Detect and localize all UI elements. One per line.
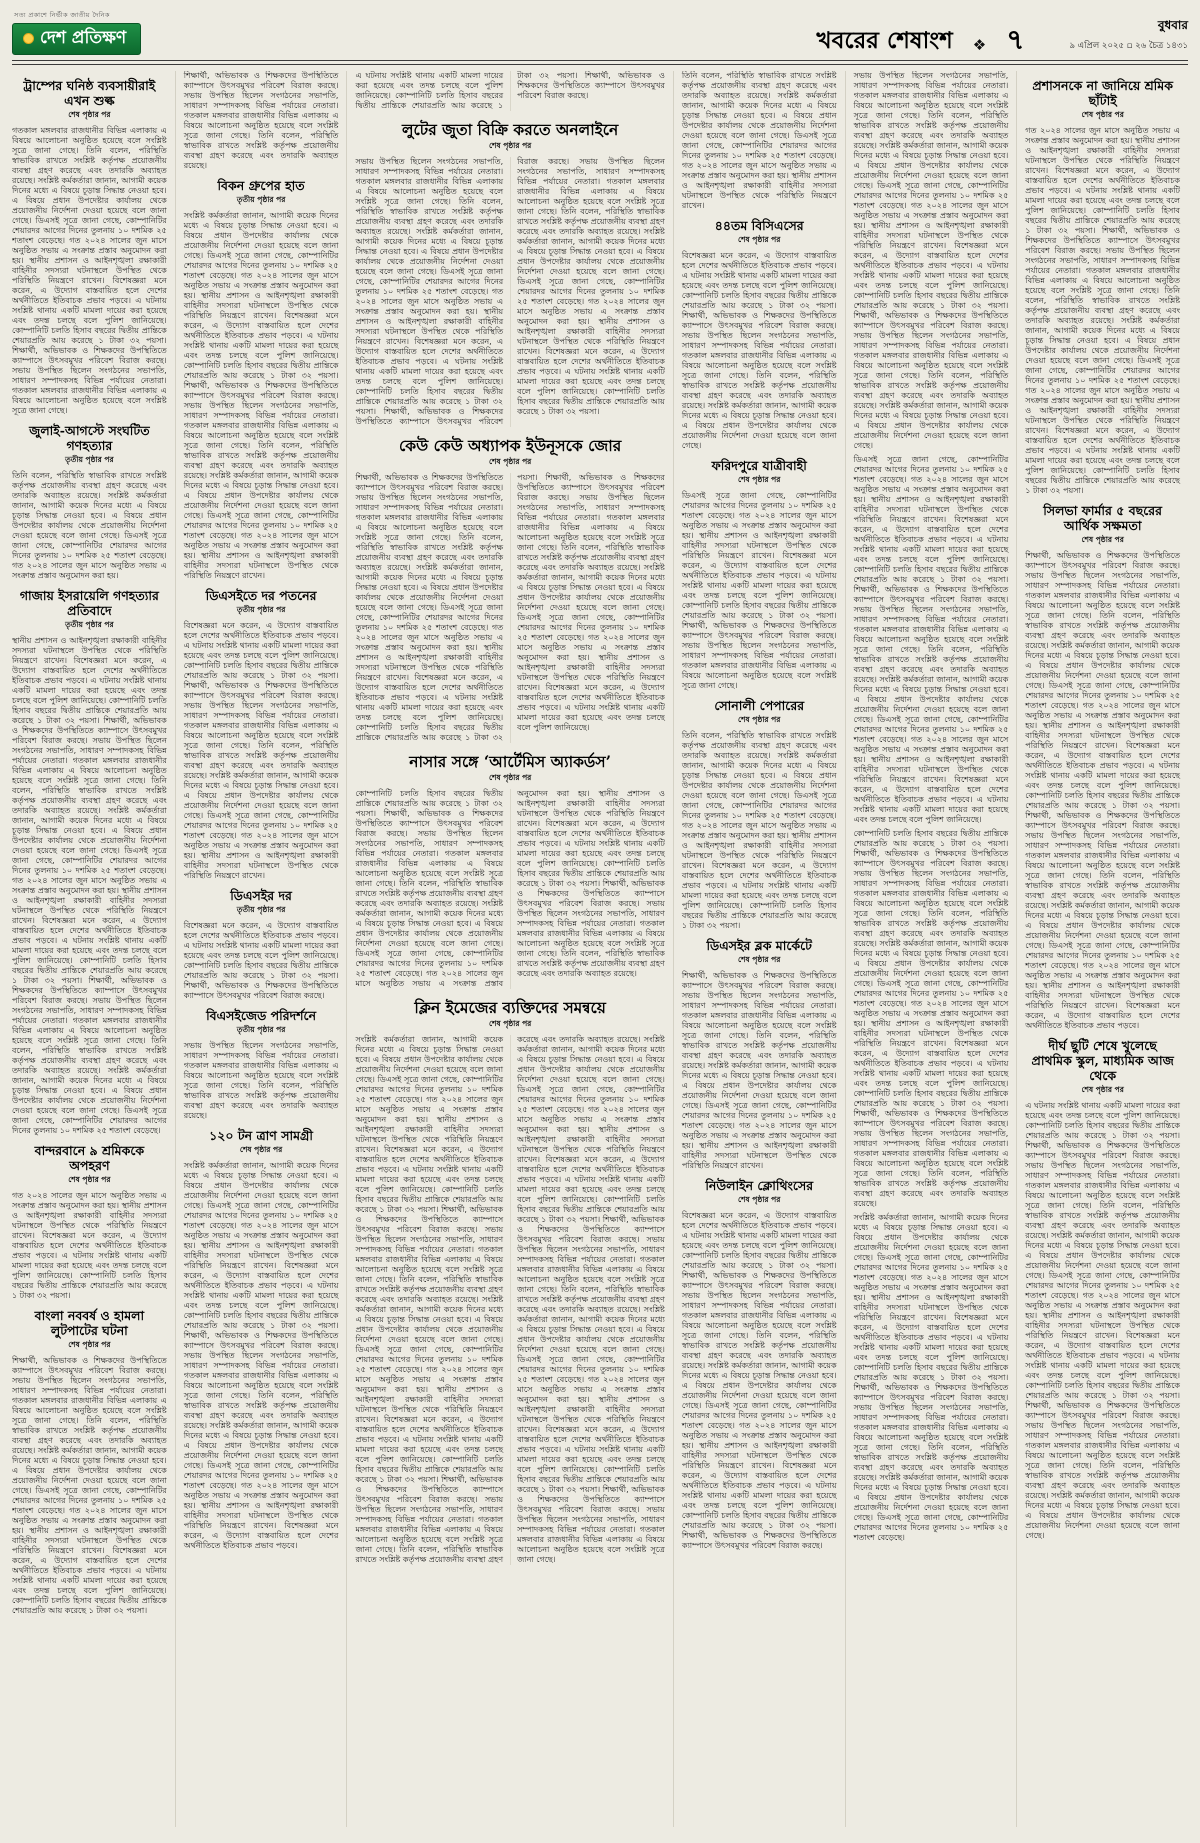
article-headline: ১২০ টন ত্রাণ সামগ্রী xyxy=(209,1128,313,1143)
body-text: বিশেষজ্ঞরা মনে করেন, এ উদ্যোগ বাস্তবায়িত হলে দেশের অর্থনীতিতে ইতিবাচক প্রভাব পড়বে। এ ঘটনায় সংশ্লিষ্ট থানায় একটি মামলা দায়ের করা হয়েছে এবং তদন্ত চলছে বলে পুলিশ জানিয়েছে। কোম্পানিটি চলতি হিসাব বছরের দ্বিতীয় প্রান্তিকে শেয়ারপ্রতি আয় করেছে ১ টাকা ৩২ পয়সা। শিক্ষার্থী, অভিভাবক ও শিক্ষকদের উপস্থিতিতে ক্যাম্পাসে উৎসবমুখর পরিবেশ বিরাজ করছে। সভায় উপস্থিত ছিলেন সংগঠনের সভাপতি, সাধারণ সম্পাদকসহ বিভিন্ন পর্যায়ের নেতারা। গতকাল মঙ্গলবার রাজধানীর বিভিন্ন এলাকায় এ বিষয়ে আলোচনা অনুষ্ঠিত হয়েছে বলে সংশ্লিষ্ট সূত্রে জানা গেছে। তিনি বলেন, পরিস্থিতি স্বাভাবিক রাখতে সংশ্লিষ্ট কর্তৃপক্ষ প্রয়োজনীয় ব্যবস্থা গ্রহণ করেছে এবং তদারকি অব্যাহত রয়েছে। সংশ্লিষ্ট কর্মকর্তারা জানান, আগামী কয়েক দিনের মধ্যে এ বিষয়ে চূড়ান্ত সিদ্ধান্ত নেওয়া হবে। এ বিষয়ে প্রধান উপদেষ্টার কার্যালয় থেকে প্রয়োজনীয় নির্দেশনা দেওয়া হয়েছে বলে জানা গেছে। ডিএসই সূত্রে জানা গেছে, কোম্পানিটির শেয়ারদর আগের দিনের তুলনায় ১০ দশমিক ২৫ শতাংশ বেড়েছে। গত ২০২৪ সালের জুন মাসে অনুষ্ঠিত সভায় এ সংক্রান্ত প্রস্তাব অনুমোদন করা হয়। স্থানীয় প্রশাসন ও আইনশৃঙ্খলা রক্ষাকারী বাহিনীর সদস্যরা ঘটনাস্থলে উপস্থিত থেকে পরিস্থিতি নিয়ন্ত্রণে রাখেন। বিশেষজ্ঞরা মনে করেন, এ উদ্যোগ বাস্তবায়িত হলে দেশের অর্থনীতিতে ইতিবাচক প্রভাব পড়বে। এ ঘটনায় সংশ্লিষ্ট থানায় একটি মামলা দায়ের করা হয়েছে এবং তদন্ত চলছে বলে পুলিশ জানিয়েছে। কোম্পানিটি চলতি হিসাব বছরের দ্বিতীয় প্রান্তিকে শেয়ারপ্রতি আয় করেছে ১ টাকা ৩২ পয়সা। শিক্ষার্থী, অভিভাবক ও শিক্ষকদের উপস্থিতিতে ক্যাম্পাসে উৎসবমুখর পরিবেশ বিরাজ করছে। xyxy=(681,1211,837,1550)
body-text: সংশ্লিষ্ট কর্মকর্তারা জানান, আগামী কয়েক দিনের মধ্যে এ বিষয়ে চূড়ান্ত সিদ্ধান্ত নেওয়া হবে। এ বিষয়ে প্রধান উপদেষ্টার কার্যালয় থেকে প্রয়োজনীয় নির্দেশনা দেওয়া হয়েছে বলে জানা গেছে। ডিএসই সূত্রে জানা গেছে, কোম্পানিটির শেয়ারদর আগের দিনের তুলনায় ১০ দশমিক ২৫ শতাংশ বেড়েছে। গত ২০২৪ সালের জুন মাসে অনুষ্ঠিত সভায় এ সংক্রান্ত প্রস্তাব অনুমোদন করা হয়। স্থানীয় প্রশাসন ও আইনশৃঙ্খলা রক্ষাকারী বাহিনীর সদস্যরা ঘটনাস্থলে উপস্থিত থেকে পরিস্থিতি নিয়ন্ত্রণে রাখেন। বিশেষজ্ঞরা মনে করেন, এ উদ্যোগ বাস্তবায়িত হলে দেশের অর্থনীতিতে ইতিবাচক প্রভাব পড়বে। এ ঘটনায় সংশ্লিষ্ট থানায় একটি মামলা দায়ের করা হয়েছে এবং তদন্ত চলছে বলে পুলিশ জানিয়েছে। কোম্পানিটি চলতি হিসাব বছরের দ্বিতীয় প্রান্তিকে শেয়ারপ্রতি আয় করেছে ১ টাকা ৩২ পয়সা। শিক্ষার্থী, অভিভাবক ও শিক্ষকদের উপস্থিতিতে ক্যাম্পাসে উৎসবমুখর পরিবেশ বিরাজ করছে। সভায় উপস্থিত ছিলেন সংগঠনের সভাপতি, সাধারণ সম্পাদকসহ বিভিন্ন পর্যায়ের নেতারা। গতকাল মঙ্গলবার রাজধানীর বিভিন্ন এলাকায় এ বিষয়ে আলোচনা অনুষ্ঠিত হয়েছে বলে সংশ্লিষ্ট সূত্রে জানা গেছে। তিনি বলেন, পরিস্থিতি স্বাভাবিক রাখতে সংশ্লিষ্ট কর্তৃপক্ষ প্রয়োজনীয় ব্যবস্থা গ্রহণ করেছে এবং তদারকি অব্যাহত রয়েছে। সংশ্লিষ্ট কর্মকর্তারা জানান, আগামী কয়েক দিনের মধ্যে এ বিষয়ে চূড়ান্ত সিদ্ধান্ত নেওয়া হবে। এ বিষয়ে প্রধান উপদেষ্টার কার্যালয় থেকে প্রয়োজনীয় নির্দেশনা দেওয়া হয়েছে বলে জানা গেছে। ডিএসই সূত্রে জানা গেছে, কোম্পানিটির শেয়ারদর আগের দিনের তুলনায় ১০ দশমিক ২৫ শতাংশ বেড়েছে। গত ২০২৪ সালের জুন মাসে অনুষ্ঠিত সভায় এ সংক্রান্ত প্রস্তাব অনুমোদন করা হয়। স্থানীয় প্রশাসন ও আইনশৃঙ্খলা রক্ষাকারী বাহিনীর সদস্যরা ঘটনাস্থলে উপস্থিত থেকে পরিস্থিতি নিয়ন্ত্রণে রাখেন। বিশেষজ্ঞরা মনে করেন, এ উদ্যোগ বাস্তবায়িত হলে দেশের অর্থনীতিতে ইতিবাচক প্রভাব পড়বে। এ ঘটনায় সংশ্লিষ্ট থানায় একটি মামলা দায়ের করা হয়েছে এবং তদন্ত চলছে বলে পুলিশ জানিয়েছে। কোম্পানিটি চলতি হিসাব বছরের দ্বিতীয় প্রান্তিকে শেয়ারপ্রতি আয় করেছে ১ টাকা ৩২ পয়সা। শিক্ষার্থী, অভিভাবক ও শিক্ষকদের উপস্থিতিতে ক্যাম্পাসে উৎসবমুখর পরিবেশ বিরাজ করছে। সভায় উপস্থিত ছিলেন সংগঠনের সভাপতি, সাধারণ সম্পাদকসহ বিভিন্ন পর্যায়ের নেতারা। গতকাল মঙ্গলবার রাজধানীর বিভিন্ন এলাকায় এ বিষয়ে আলোচনা অনুষ্ঠিত হয়েছে বলে সংশ্লিষ্ট সূত্রে জানা গেছে। তিনি বলেন, পরিস্থিতি স্বাভাবিক রাখতে সংশ্লিষ্ট কর্তৃপক্ষ প্রয়োজনীয় ব্যবস্থা গ্রহণ করেছে এবং তদারকি অব্যাহত রয়েছে। সংশ্লিষ্ট কর্মকর্তারা জানান, আগামী কয়েক দিনের মধ্যে এ বিষয়ে চূড়ান্ত সিদ্ধান্ত নেওয়া হবে। এ বিষয়ে প্রধান উপদেষ্টার কার্যালয় থেকে প্রয়োজনীয় নির্দেশনা দেওয়া হয়েছে বলে জানা গেছে। ডিএসই সূত্রে জানা গেছে, কোম্পানিটির শেয়ারদর আগের দিনের তুলনায় ১০ দশমিক ২৫ শতাংশ বেড়েছে। গত ২০২৪ সালের জুন মাসে অনুষ্ঠিত সভায় এ সংক্রান্ত প্রস্তাব অনুমোদন করা হয়। স্থানীয় প্রশাসন ও আইনশৃঙ্খলা রক্ষাকারী বাহিনীর সদস্যরা ঘটনাস্থলে উপস্থিত থেকে পরিস্থিতি নিয়ন্ত্রণে রাখেন। বিশেষজ্ঞরা মনে করেন, এ উদ্যোগ বাস্তবায়িত হলে দেশের অর্থনীতিতে ইতিবাচক প্রভাব পড়বে। এ ঘটনায় সংশ্লিষ্ট থানায় একটি মামলা দায়ের করা হয়েছে এবং তদন্ত চলছে বলে পুলিশ জানিয়েছে। কোম্পানিটি চলতি হিসাব বছরের দ্বিতীয় প্রান্তিকে শেয়ারপ্রতি আয় করেছে ১ টাকা ৩২ পয়সা। শিক্ষার্থী, অভিভাবক ও শিক্ষকদের উপস্থিতিতে ক্যাম্পাসে উৎসবমুখর পরিবেশ বিরাজ করছে। সভায় উপস্থিত ছিলেন সংগঠনের সভাপতি, সাধারণ সম্পাদকসহ বিভিন্ন পর্যায়ের নেতারা। গতকাল মঙ্গলবার রাজধানীর বিভিন্ন এলাকায় এ বিষয়ে আলোচনা অনুষ্ঠিত হয়েছে বলে সংশ্লিষ্ট সূত্রে জানা গেছে। তিনি বলেন, পরিস্থিতি স্বাভাবিক রাখতে সংশ্লিষ্ট কর্তৃপক্ষ প্রয়োজনীয় ব্যবস্থা গ্রহণ করেছে এবং তদারকি অব্যাহত রয়েছে। সংশ্লিষ্ট কর্মকর্তারা জানান, আগামী কয়েক দিনের মধ্যে এ বিষয়ে চূড়ান্ত সিদ্ধান্ত নেওয়া হবে। এ বিষয়ে প্রধান উপদেষ্টার কার্যালয় থেকে প্রয়োজনীয় নির্দেশনা দেওয়া হয়েছে বলে জানা গেছে। ডিএসই সূত্রে জানা গেছে, কোম্পানিটির শেয়ারদর আগের দিনের তুলনায় ১০ দশমিক ২৫ শতাংশ বেড়েছে। গত ২০২৪ সালের জুন মাসে অনুষ্ঠিত সভায় এ সংক্রান্ত প্রস্তাব অনুমোদন করা হয়। স্থানীয় প্রশাসন ও আইনশৃঙ্খলা রক্ষাকারী বাহিনীর সদস্যরা ঘটনাস্থলে উপস্থিত থেকে পরিস্থিতি নিয়ন্ত্রণে রাখেন। বিশেষজ্ঞরা মনে করেন, এ উদ্যোগ বাস্তবায়িত হলে দেশের অর্থনীতিতে ইতিবাচক প্রভাব পড়বে। এ ঘটনায় সংশ্লিষ্ট থানায় একটি মামলা দায়ের করা হয়েছে এবং তদন্ত চলছে বলে পুলিশ জানিয়েছে। কোম্পানিটি চলতি হিসাব বছরের দ্বিতীয় প্রান্তিকে শেয়ারপ্রতি আয় করেছে ১ টাকা ৩২ পয়সা। শিক্ষার্থী, অভিভাবক ও শিক্ষকদের উপস্থিতিতে ক্যাম্পাসে উৎসবমুখর পরিবেশ বিরাজ করছে। সভায় উপস্থিত ছিলেন সংগঠনের সভাপতি, সাধারণ সম্পাদকসহ বিভিন্ন পর্যায়ের নেতারা। গতকাল মঙ্গলবার রাজধানীর বিভিন্ন এলাকায় এ বিষয়ে আলোচনা অনুষ্ঠিত হয়েছে বলে সংশ্লিষ্ট সূত্রে জানা গেছে। xyxy=(355,1035,665,1564)
continued-from-label: শেষ পৃষ্ঠার পর xyxy=(68,1340,111,1349)
article-headline: লুটের জুতা বিক্রি করতে অনলাইনে xyxy=(402,120,619,139)
article-headline: নাসার সঙ্গে ‘আর্টেমিস অ্যাকর্ডস’ xyxy=(409,752,611,771)
continued-from-label: শেষ পৃষ্ঠার পর xyxy=(239,1145,283,1154)
body-text: সভায় উপস্থিত ছিলেন সংগঠনের সভাপতি, সাধারণ সম্পাদকসহ বিভিন্ন পর্যায়ের নেতারা। গতকাল মঙ্গলবার রাজধানীর বিভিন্ন এলাকায় এ বিষয়ে আলোচনা অনুষ্ঠিত হয়েছে বলে সংশ্লিষ্ট সূত্রে জানা গেছে। তিনি বলেন, পরিস্থিতি স্বাভাবিক রাখতে সংশ্লিষ্ট কর্তৃপক্ষ প্রয়োজনীয় ব্যবস্থা গ্রহণ করেছে এবং তদারকি অব্যাহত রয়েছে। সংশ্লিষ্ট কর্মকর্তারা জানান, আগামী কয়েক দিনের মধ্যে এ বিষয়ে চূড়ান্ত সিদ্ধান্ত নেওয়া হবে। এ বিষয়ে প্রধান উপদেষ্টার কার্যালয় থেকে প্রয়োজনীয় নির্দেশনা দেওয়া হয়েছে বলে জানা গেছে। ডিএসই সূত্রে জানা গেছে, কোম্পানিটির শেয়ারদর আগের দিনের তুলনায় ১০ দশমিক ২৫ শতাংশ বেড়েছে। গত ২০২৪ সালের জুন মাসে অনুষ্ঠিত সভায় এ সংক্রান্ত প্রস্তাব অনুমোদন করা হয়। স্থানীয় প্রশাসন ও আইনশৃঙ্খলা রক্ষাকারী বাহিনীর সদস্যরা ঘটনাস্থলে উপস্থিত থেকে পরিস্থিতি নিয়ন্ত্রণে রাখেন। বিশেষজ্ঞরা মনে করেন, এ উদ্যোগ বাস্তবায়িত হলে দেশের অর্থনীতিতে ইতিবাচক প্রভাব পড়বে। এ ঘটনায় সংশ্লিষ্ট থানায় একটি মামলা দায়ের করা হয়েছে এবং তদন্ত চলছে বলে পুলিশ জানিয়েছে। কোম্পানিটি চলতি হিসাব বছরের দ্বিতীয় প্রান্তিকে শেয়ারপ্রতি আয় করেছে ১ টাকা ৩২ পয়সা। শিক্ষার্থী, অভিভাবক ও শিক্ষকদের উপস্থিতিতে ক্যাম্পাসে উৎসবমুখর পরিবেশ বিরাজ করছে। সভায় উপস্থিত ছিলেন সংগঠনের সভাপতি, সাধারণ সম্পাদকসহ বিভিন্ন পর্যায়ের নেতারা। গতকাল মঙ্গলবার রাজধানীর বিভিন্ন এলাকায় এ বিষয়ে আলোচনা অনুষ্ঠিত হয়েছে বলে সংশ্লিষ্ট সূত্রে জানা গেছে। তিনি বলেন, পরিস্থিতি স্বাভাবিক রাখতে সংশ্লিষ্ট কর্তৃপক্ষ প্রয়োজনীয় ব্যবস্থা গ্রহণ করেছে এবং তদারকি অব্যাহত রয়েছে। সংশ্লিষ্ট কর্মকর্তারা জানান, আগামী কয়েক দিনের মধ্যে এ বিষয়ে চূড়ান্ত সিদ্ধান্ত নেওয়া হবে। এ বিষয়ে প্রধান উপদেষ্টার কার্যালয় থেকে প্রয়োজনীয় নির্দেশনা দেওয়া হয়েছে বলে জানা গেছে। xyxy=(853,71,1009,450)
article-headline: ক্লিন ইমেজের ব্যক্তিদের সমন্বয়ে xyxy=(414,998,606,1017)
continued-from-label: শেষ পৃষ্ঠার পর xyxy=(488,1019,532,1028)
header-midzone xyxy=(227,23,1069,56)
body-text: শিক্ষার্থী, অভিভাবক ও শিক্ষকদের উপস্থিতিতে ক্যাম্পাসে উৎসবমুখর পরিবেশ বিরাজ করছে। সভায় উপস্থিত ছিলেন সংগঠনের সভাপতি, সাধারণ সম্পাদকসহ বিভিন্ন পর্যায়ের নেতারা। গতকাল মঙ্গলবার রাজধানীর বিভিন্ন এলাকায় এ বিষয়ে আলোচনা অনুষ্ঠিত হয়েছে বলে সংশ্লিষ্ট সূত্রে জানা গেছে। তিনি বলেন, পরিস্থিতি স্বাভাবিক রাখতে সংশ্লিষ্ট কর্তৃপক্ষ প্রয়োজনীয় ব্যবস্থা গ্রহণ করেছে এবং তদারকি অব্যাহত রয়েছে। সংশ্লিষ্ট কর্মকর্তারা জানান, আগামী কয়েক দিনের মধ্যে এ বিষয়ে চূড়ান্ত সিদ্ধান্ত নেওয়া হবে। এ বিষয়ে প্রধান উপদেষ্টার কার্যালয় থেকে প্রয়োজনীয় নির্দেশনা দেওয়া হয়েছে বলে জানা গেছে। ডিএসই সূত্রে জানা গেছে, কোম্পানিটির শেয়ারদর আগের দিনের তুলনায় ১০ দশমিক ২৫ শতাংশ বেড়েছে। গত ২০২৪ সালের জুন মাসে অনুষ্ঠিত সভায় এ সংক্রান্ত প্রস্তাব অনুমোদন করা হয়। স্থানীয় প্রশাসন ও আইনশৃঙ্খলা রক্ষাকারী বাহিনীর সদস্যরা ঘটনাস্থলে উপস্থিত থেকে পরিস্থিতি নিয়ন্ত্রণে রাখেন। xyxy=(681,971,837,1170)
body-text: কোম্পানিটি চলতি হিসাব বছরের দ্বিতীয় প্রান্তিকে শেয়ারপ্রতি আয় করেছে ১ টাকা ৩২ পয়সা। শিক্ষার্থী, অভিভাবক ও শিক্ষকদের উপস্থিতিতে ক্যাম্পাসে উৎসবমুখর পরিবেশ বিরাজ করছে। সভায় উপস্থিত ছিলেন সংগঠনের সভাপতি, সাধারণ সম্পাদকসহ বিভিন্ন পর্যায়ের নেতারা। গতকাল মঙ্গলবার রাজধানীর বিভিন্ন এলাকায় এ বিষয়ে আলোচনা অনুষ্ঠিত হয়েছে বলে সংশ্লিষ্ট সূত্রে জানা গেছে। তিনি বলেন, পরিস্থিতি স্বাভাবিক রাখতে সংশ্লিষ্ট কর্তৃপক্ষ প্রয়োজনীয় ব্যবস্থা গ্রহণ করেছে এবং তদারকি অব্যাহত রয়েছে। সংশ্লিষ্ট কর্মকর্তারা জানান, আগামী কয়েক দিনের মধ্যে এ বিষয়ে চূড়ান্ত সিদ্ধান্ত নেওয়া হবে। এ বিষয়ে প্রধান উপদেষ্টার কার্যালয় থেকে প্রয়োজনীয় নির্দেশনা দেওয়া হয়েছে বলে জানা গেছে। ডিএসই সূত্রে জানা গেছে, কোম্পানিটির শেয়ারদর আগের দিনের তুলনায় ১০ দশমিক ২৫ শতাংশ বেড়েছে। গত ২০২৪ সালের জুন মাসে অনুষ্ঠিত সভায় এ সংক্রান্ত প্রস্তাব অনুমোদন করা হয়। স্থানীয় প্রশাসন ও আইনশৃঙ্খলা রক্ষাকারী বাহিনীর সদস্যরা ঘটনাস্থলে উপস্থিত থেকে পরিস্থিতি নিয়ন্ত্রণে রাখেন। বিশেষজ্ঞরা মনে করেন, এ উদ্যোগ বাস্তবায়িত হলে দেশের অর্থনীতিতে ইতিবাচক প্রভাব পড়বে। এ ঘটনায় সংশ্লিষ্ট থানায় একটি মামলা দায়ের করা হয়েছে এবং তদন্ত চলছে বলে পুলিশ জানিয়েছে। কোম্পানিটি চলতি হিসাব বছরের দ্বিতীয় প্রান্তিকে শেয়ারপ্রতি আয় করেছে ১ টাকা ৩২ পয়সা। শিক্ষার্থী, অভিভাবক ও শিক্ষকদের উপস্থিতিতে ক্যাম্পাসে উৎসবমুখর পরিবেশ বিরাজ করছে। সভায় উপস্থিত ছিলেন সংগঠনের সভাপতি, সাধারণ সম্পাদকসহ বিভিন্ন পর্যায়ের নেতারা। গতকাল মঙ্গলবার রাজধানীর বিভিন্ন এলাকায় এ বিষয়ে আলোচনা অনুষ্ঠিত হয়েছে বলে সংশ্লিষ্ট সূত্রে জানা গেছে। তিনি বলেন, পরিস্থিতি স্বাভাবিক রাখতে সংশ্লিষ্ট কর্তৃপক্ষ প্রয়োজনীয় ব্যবস্থা গ্রহণ করেছে এবং তদারকি অব্যাহত রয়েছে। xyxy=(355,789,665,988)
body-text: সংশ্লিষ্ট কর্মকর্তারা জানান, আগামী কয়েক দিনের মধ্যে এ বিষয়ে চূড়ান্ত সিদ্ধান্ত নেওয়া হবে। এ বিষয়ে প্রধান উপদেষ্টার কার্যালয় থেকে প্রয়োজনীয় নির্দেশনা দেওয়া হয়েছে বলে জানা গেছে। ডিএসই সূত্রে জানা গেছে, কোম্পানিটির শেয়ারদর আগের দিনের তুলনায় ১০ দশমিক ২৫ শতাংশ বেড়েছে। গত ২০২৪ সালের জুন মাসে অনুষ্ঠিত সভায় এ সংক্রান্ত প্রস্তাব অনুমোদন করা হয়। স্থানীয় প্রশাসন ও আইনশৃঙ্খলা রক্ষাকারী বাহিনীর সদস্যরা ঘটনাস্থলে উপস্থিত থেকে পরিস্থিতি নিয়ন্ত্রণে রাখেন। বিশেষজ্ঞরা মনে করেন, এ উদ্যোগ বাস্তবায়িত হলে দেশের অর্থনীতিতে ইতিবাচক প্রভাব পড়বে। এ ঘটনায় সংশ্লিষ্ট থানায় একটি মামলা দায়ের করা হয়েছে এবং তদন্ত চলছে বলে পুলিশ জানিয়েছে। কোম্পানিটি চলতি হিসাব বছরের দ্বিতীয় প্রান্তিকে শেয়ারপ্রতি আয় করেছে ১ টাকা ৩২ পয়সা। শিক্ষার্থী, অভিভাবক ও শিক্ষকদের উপস্থিতিতে ক্যাম্পাসে উৎসবমুখর পরিবেশ বিরাজ করছে। সভায় উপস্থিত ছিলেন সংগঠনের সভাপতি, সাধারণ সম্পাদকসহ বিভিন্ন পর্যায়ের নেতারা। গতকাল মঙ্গলবার রাজধানীর বিভিন্ন এলাকায় এ বিষয়ে আলোচনা অনুষ্ঠিত হয়েছে বলে সংশ্লিষ্ট সূত্রে জানা গেছে। তিনি বলেন, পরিস্থিতি স্বাভাবিক রাখতে সংশ্লিষ্ট কর্তৃপক্ষ প্রয়োজনীয় ব্যবস্থা গ্রহণ করেছে এবং তদারকি অব্যাহত রয়েছে। সংশ্লিষ্ট কর্মকর্তারা জানান, আগামী কয়েক দিনের মধ্যে এ বিষয়ে চূড়ান্ত সিদ্ধান্ত নেওয়া হবে। এ বিষয়ে প্রধান উপদেষ্টার কার্যালয় থেকে প্রয়োজনীয় নির্দেশনা দেওয়া হয়েছে বলে জানা গেছে। ডিএসই সূত্রে জানা গেছে, কোম্পানিটির শেয়ারদর আগের দিনের তুলনায় ১০ দশমিক ২৫ শতাংশ বেড়েছে। গত ২০২৪ সালের জুন মাসে অনুষ্ঠিত সভায় এ সংক্রান্ত প্রস্তাব অনুমোদন করা হয়। স্থানীয় প্রশাসন ও আইনশৃঙ্খলা রক্ষাকারী বাহিনীর সদস্যরা ঘটনাস্থলে উপস্থিত থেকে পরিস্থিতি নিয়ন্ত্রণে রাখেন। xyxy=(183,211,339,580)
masthead-title-box xyxy=(12,23,141,55)
body-text: গত ২০২৪ সালের জুন মাসে অনুষ্ঠিত সভায় এ সংক্রান্ত প্রস্তাব অনুমোদন করা হয়। স্থানীয় প্রশাসন ও আইনশৃঙ্খলা রক্ষাকারী বাহিনীর সদস্যরা ঘটনাস্থলে উপস্থিত থেকে পরিস্থিতি নিয়ন্ত্রণে রাখেন। বিশেষজ্ঞরা মনে করেন, এ উদ্যোগ বাস্তবায়িত হলে দেশের অর্থনীতিতে ইতিবাচক প্রভাব পড়বে। এ ঘটনায় সংশ্লিষ্ট থানায় একটি মামলা দায়ের করা হয়েছে এবং তদন্ত চলছে বলে পুলিশ জানিয়েছে। কোম্পানিটি চলতি হিসাব বছরের দ্বিতীয় প্রান্তিকে শেয়ারপ্রতি আয় করেছে ১ টাকা ৩২ পয়সা। xyxy=(12,1191,167,1300)
article-headline: ডিএসইতে দর পতনের xyxy=(205,588,317,603)
body-text: স্থানীয় প্রশাসন ও আইনশৃঙ্খলা রক্ষাকারী বাহিনীর সদস্যরা ঘটনাস্থলে উপস্থিত থেকে পরিস্থিতি নিয়ন্ত্রণে রাখেন। বিশেষজ্ঞরা মনে করেন, এ উদ্যোগ বাস্তবায়িত হলে দেশের অর্থনীতিতে ইতিবাচক প্রভাব পড়বে। এ ঘটনায় সংশ্লিষ্ট থানায় একটি মামলা দায়ের করা হয়েছে এবং তদন্ত চলছে বলে পুলিশ জানিয়েছে। কোম্পানিটি চলতি হিসাব বছরের দ্বিতীয় প্রান্তিকে শেয়ারপ্রতি আয় করেছে ১ টাকা ৩২ পয়সা। শিক্ষার্থী, অভিভাবক ও শিক্ষকদের উপস্থিতিতে ক্যাম্পাসে উৎসবমুখর পরিবেশ বিরাজ করছে। সভায় উপস্থিত ছিলেন সংগঠনের সভাপতি, সাধারণ সম্পাদকসহ বিভিন্ন পর্যায়ের নেতারা। গতকাল মঙ্গলবার রাজধানীর বিভিন্ন এলাকায় এ বিষয়ে আলোচনা অনুষ্ঠিত হয়েছে বলে সংশ্লিষ্ট সূত্রে জানা গেছে। তিনি বলেন, পরিস্থিতি স্বাভাবিক রাখতে সংশ্লিষ্ট কর্তৃপক্ষ প্রয়োজনীয় ব্যবস্থা গ্রহণ করেছে এবং তদারকি অব্যাহত রয়েছে। সংশ্লিষ্ট কর্মকর্তারা জানান, আগামী কয়েক দিনের মধ্যে এ বিষয়ে চূড়ান্ত সিদ্ধান্ত নেওয়া হবে। এ বিষয়ে প্রধান উপদেষ্টার কার্যালয় থেকে প্রয়োজনীয় নির্দেশনা দেওয়া হয়েছে বলে জানা গেছে। ডিএসই সূত্রে জানা গেছে, কোম্পানিটির শেয়ারদর আগের দিনের তুলনায় ১০ দশমিক ২৫ শতাংশ বেড়েছে। গত ২০২৪ সালের জুন মাসে অনুষ্ঠিত সভায় এ সংক্রান্ত প্রস্তাব অনুমোদন করা হয়। স্থানীয় প্রশাসন ও আইনশৃঙ্খলা রক্ষাকারী বাহিনীর সদস্যরা ঘটনাস্থলে উপস্থিত থেকে পরিস্থিতি নিয়ন্ত্রণে রাখেন। বিশেষজ্ঞরা মনে করেন, এ উদ্যোগ বাস্তবায়িত হলে দেশের অর্থনীতিতে ইতিবাচক প্রভাব পড়বে। এ ঘটনায় সংশ্লিষ্ট থানায় একটি মামলা দায়ের করা হয়েছে এবং তদন্ত চলছে বলে পুলিশ জানিয়েছে। কোম্পানিটি চলতি হিসাব বছরের দ্বিতীয় প্রান্তিকে শেয়ারপ্রতি আয় করেছে ১ টাকা ৩২ পয়সা। শিক্ষার্থী, অভিভাবক ও শিক্ষকদের উপস্থিতিতে ক্যাম্পাসে উৎসবমুখর পরিবেশ বিরাজ করছে। সভায় উপস্থিত ছিলেন সংগঠনের সভাপতি, সাধারণ সম্পাদকসহ বিভিন্ন পর্যায়ের নেতারা। গতকাল মঙ্গলবার রাজধানীর বিভিন্ন এলাকায় এ বিষয়ে আলোচনা অনুষ্ঠিত হয়েছে বলে সংশ্লিষ্ট সূত্রে জানা গেছে। তিনি বলেন, পরিস্থিতি স্বাভাবিক রাখতে সংশ্লিষ্ট কর্তৃপক্ষ প্রয়োজনীয় ব্যবস্থা গ্রহণ করেছে এবং তদারকি অব্যাহত রয়েছে। সংশ্লিষ্ট কর্মকর্তারা জানান, আগামী কয়েক দিনের মধ্যে এ বিষয়ে চূড়ান্ত সিদ্ধান্ত নেওয়া হবে। এ বিষয়ে প্রধান উপদেষ্টার কার্যালয় থেকে প্রয়োজনীয় নির্দেশনা দেওয়া হয়েছে বলে জানা গেছে। ডিএসই সূত্রে জানা গেছে, কোম্পানিটির শেয়ারদর আগের দিনের তুলনায় ১০ দশমিক ২৫ শতাংশ বেড়েছে। xyxy=(12,636,167,1135)
body-text: বিশেষজ্ঞরা মনে করেন, এ উদ্যোগ বাস্তবায়িত হলে দেশের অর্থনীতিতে ইতিবাচক প্রভাব পড়বে। এ ঘটনায় সংশ্লিষ্ট থানায় একটি মামলা দায়ের করা হয়েছে এবং তদন্ত চলছে বলে পুলিশ জানিয়েছে। কোম্পানিটি চলতি হিসাব বছরের দ্বিতীয় প্রান্তিকে শেয়ারপ্রতি আয় করেছে ১ টাকা ৩২ পয়সা। শিক্ষার্থী, অভিভাবক ও শিক্ষকদের উপস্থিতিতে ক্যাম্পাসে উৎসবমুখর পরিবেশ বিরাজ করছে। সভায় উপস্থিত ছিলেন সংগঠনের সভাপতি, সাধারণ সম্পাদকসহ বিভিন্ন পর্যায়ের নেতারা। গতকাল মঙ্গলবার রাজধানীর বিভিন্ন এলাকায় এ বিষয়ে আলোচনা অনুষ্ঠিত হয়েছে বলে সংশ্লিষ্ট সূত্রে জানা গেছে। তিনি বলেন, পরিস্থিতি স্বাভাবিক রাখতে সংশ্লিষ্ট কর্তৃপক্ষ প্রয়োজনীয় ব্যবস্থা গ্রহণ করেছে এবং তদারকি অব্যাহত রয়েছে। সংশ্লিষ্ট কর্মকর্তারা জানান, আগামী কয়েক দিনের মধ্যে এ বিষয়ে চূড়ান্ত সিদ্ধান্ত নেওয়া হবে। এ বিষয়ে প্রধান উপদেষ্টার কার্যালয় থেকে প্রয়োজনীয় নির্দেশনা দেওয়া হয়েছে বলে জানা গেছে। ডিএসই সূত্রে জানা গেছে, কোম্পানিটির শেয়ারদর আগের দিনের তুলনায় ১০ দশমিক ২৫ শতাংশ বেড়েছে। গত ২০২৪ সালের জুন মাসে অনুষ্ঠিত সভায় এ সংক্রান্ত প্রস্তাব অনুমোদন করা হয়। স্থানীয় প্রশাসন ও আইনশৃঙ্খলা রক্ষাকারী বাহিনীর সদস্যরা ঘটনাস্থলে উপস্থিত থেকে পরিস্থিতি নিয়ন্ত্রণে রাখেন। xyxy=(183,621,339,880)
continued-from-label: তৃতীয় পৃষ্ঠার পর xyxy=(236,905,286,914)
date-line: ৯ এপ্রিল ২০২৫ ▫ ২৬ চৈত্র ১৪৩১ xyxy=(1069,41,1188,51)
body-text: সংশ্লিষ্ট কর্মকর্তারা জানান, আগামী কয়েক দিনের মধ্যে এ বিষয়ে চূড়ান্ত সিদ্ধান্ত নেওয়া হবে। এ বিষয়ে প্রধান উপদেষ্টার কার্যালয় থেকে প্রয়োজনীয় নির্দেশনা দেওয়া হয়েছে বলে জানা গেছে। ডিএসই সূত্রে জানা গেছে, কোম্পানিটির শেয়ারদর আগের দিনের তুলনায় ১০ দশমিক ২৫ শতাংশ বেড়েছে। গত ২০২৪ সালের জুন মাসে অনুষ্ঠিত সভায় এ সংক্রান্ত প্রস্তাব অনুমোদন করা হয়। স্থানীয় প্রশাসন ও আইনশৃঙ্খলা রক্ষাকারী বাহিনীর সদস্যরা ঘটনাস্থলে উপস্থিত থেকে পরিস্থিতি নিয়ন্ত্রণে রাখেন। বিশেষজ্ঞরা মনে করেন, এ উদ্যোগ বাস্তবায়িত হলে দেশের অর্থনীতিতে ইতিবাচক প্রভাব পড়বে। এ ঘটনায় সংশ্লিষ্ট থানায় একটি মামলা দায়ের করা হয়েছে এবং তদন্ত চলছে বলে পুলিশ জানিয়েছে। কোম্পানিটি চলতি হিসাব বছরের দ্বিতীয় প্রান্তিকে শেয়ারপ্রতি আয় করেছে ১ টাকা ৩২ পয়সা। শিক্ষার্থী, অভিভাবক ও শিক্ষকদের উপস্থিতিতে ক্যাম্পাসে উৎসবমুখর পরিবেশ বিরাজ করছে। সভায় উপস্থিত ছিলেন সংগঠনের সভাপতি, সাধারণ সম্পাদকসহ বিভিন্ন পর্যায়ের নেতারা। গতকাল মঙ্গলবার রাজধানীর বিভিন্ন এলাকায় এ বিষয়ে আলোচনা অনুষ্ঠিত হয়েছে বলে সংশ্লিষ্ট সূত্রে জানা গেছে। তিনি বলেন, পরিস্থিতি স্বাভাবিক রাখতে সংশ্লিষ্ট কর্তৃপক্ষ প্রয়োজনীয় ব্যবস্থা গ্রহণ করেছে এবং তদারকি অব্যাহত রয়েছে। সংশ্লিষ্ট কর্মকর্তারা জানান, আগামী কয়েক দিনের মধ্যে এ বিষয়ে চূড়ান্ত সিদ্ধান্ত নেওয়া হবে। এ বিষয়ে প্রধান উপদেষ্টার কার্যালয় থেকে প্রয়োজনীয় নির্দেশনা দেওয়া হয়েছে বলে জানা গেছে। ডিএসই সূত্রে জানা গেছে, কোম্পানিটির শেয়ারদর আগের দিনের তুলনায় ১০ দশমিক ২৫ শতাংশ বেড়েছে। গত ২০২৪ সালের জুন মাসে অনুষ্ঠিত সভায় এ সংক্রান্ত প্রস্তাব অনুমোদন করা হয়। স্থানীয় প্রশাসন ও আইনশৃঙ্খলা রক্ষাকারী বাহিনীর সদস্যরা ঘটনাস্থলে উপস্থিত থেকে পরিস্থিতি নিয়ন্ত্রণে রাখেন। বিশেষজ্ঞরা মনে করেন, এ উদ্যোগ বাস্তবায়িত হলে দেশের অর্থনীতিতে ইতিবাচক প্রভাব পড়বে। xyxy=(183,1161,339,1550)
body-text: সংশ্লিষ্ট কর্মকর্তারা জানান, আগামী কয়েক দিনের মধ্যে এ বিষয়ে চূড়ান্ত সিদ্ধান্ত নেওয়া হবে। এ বিষয়ে প্রধান উপদেষ্টার কার্যালয় থেকে প্রয়োজনীয় নির্দেশনা দেওয়া হয়েছে বলে জানা গেছে। ডিএসই সূত্রে জানা গেছে, কোম্পানিটির শেয়ারদর আগের দিনের তুলনায় ১০ দশমিক ২৫ শতাংশ বেড়েছে। গত ২০২৪ সালের জুন মাসে অনুষ্ঠিত সভায় এ সংক্রান্ত প্রস্তাব অনুমোদন করা হয়। স্থানীয় প্রশাসন ও আইনশৃঙ্খলা রক্ষাকারী বাহিনীর সদস্যরা ঘটনাস্থলে উপস্থিত থেকে পরিস্থিতি নিয়ন্ত্রণে রাখেন। বিশেষজ্ঞরা মনে করেন, এ উদ্যোগ বাস্তবায়িত হলে দেশের অর্থনীতিতে ইতিবাচক প্রভাব পড়বে। এ ঘটনায় সংশ্লিষ্ট থানায় একটি মামলা দায়ের করা হয়েছে এবং তদন্ত চলছে বলে পুলিশ জানিয়েছে। কোম্পানিটি চলতি হিসাব বছরের দ্বিতীয় প্রান্তিকে শেয়ারপ্রতি আয় করেছে ১ টাকা ৩২ পয়সা। শিক্ষার্থী, অভিভাবক ও শিক্ষকদের উপস্থিতিতে ক্যাম্পাসে উৎসবমুখর পরিবেশ বিরাজ করছে। সভায় উপস্থিত ছিলেন সংগঠনের সভাপতি, সাধারণ সম্পাদকসহ বিভিন্ন পর্যায়ের নেতারা। গতকাল মঙ্গলবার রাজধানীর বিভিন্ন এলাকায় এ বিষয়ে আলোচনা অনুষ্ঠিত হয়েছে বলে সংশ্লিষ্ট সূত্রে জানা গেছে। তিনি বলেন, পরিস্থিতি স্বাভাবিক রাখতে সংশ্লিষ্ট কর্তৃপক্ষ প্রয়োজনীয় ব্যবস্থা গ্রহণ করেছে এবং তদারকি অব্যাহত রয়েছে। সংশ্লিষ্ট কর্মকর্তারা জানান, আগামী কয়েক দিনের মধ্যে এ বিষয়ে চূড়ান্ত সিদ্ধান্ত নেওয়া হবে। এ বিষয়ে প্রধান উপদেষ্টার কার্যালয় থেকে প্রয়োজনীয় নির্দেশনা দেওয়া হয়েছে বলে জানা গেছে। ডিএসই সূত্রে জানা গেছে, কোম্পানিটির শেয়ারদর আগের দিনের তুলনায় ১০ দশমিক ২৫ শতাংশ বেড়েছে। xyxy=(853,1213,1009,1542)
body-text: বিশেষজ্ঞরা মনে করেন, এ উদ্যোগ বাস্তবায়িত হলে দেশের অর্থনীতিতে ইতিবাচক প্রভাব পড়বে। এ ঘটনায় সংশ্লিষ্ট থানায় একটি মামলা দায়ের করা হয়েছে এবং তদন্ত চলছে বলে পুলিশ জানিয়েছে। কোম্পানিটি চলতি হিসাব বছরের দ্বিতীয় প্রান্তিকে শেয়ারপ্রতি আয় করেছে ১ টাকা ৩২ পয়সা। শিক্ষার্থী, অভিভাবক ও শিক্ষকদের উপস্থিতিতে ক্যাম্পাসে উৎসবমুখর পরিবেশ বিরাজ করছে। xyxy=(183,921,339,1000)
article-headline: ট্রাম্পের ঘনিষ্ঠ ব্যবসায়ীরাই এখন শুল্ক xyxy=(23,78,156,108)
column-5 xyxy=(673,71,845,1827)
continued-from-label: শেষ পৃষ্ঠার পর xyxy=(738,955,781,964)
continued-from-label: শেষ পৃষ্ঠার পর xyxy=(738,1195,781,1204)
logo-mark-icon: ❖ xyxy=(972,36,987,54)
article-headline: কেউ কেউ অধ্যাপক ইউনূসকে জোর xyxy=(398,436,622,455)
continued-from-label: শেষ পৃষ্ঠার পর xyxy=(1081,535,1124,544)
body-text: ডিএসই সূত্রে জানা গেছে, কোম্পানিটির শেয়ারদর আগের দিনের তুলনায় ১০ দশমিক ২৫ শতাংশ বেড়েছে। গত ২০২৪ সালের জুন মাসে অনুষ্ঠিত সভায় এ সংক্রান্ত প্রস্তাব অনুমোদন করা হয়। স্থানীয় প্রশাসন ও আইনশৃঙ্খলা রক্ষাকারী বাহিনীর সদস্যরা ঘটনাস্থলে উপস্থিত থেকে পরিস্থিতি নিয়ন্ত্রণে রাখেন। বিশেষজ্ঞরা মনে করেন, এ উদ্যোগ বাস্তবায়িত হলে দেশের অর্থনীতিতে ইতিবাচক প্রভাব পড়বে। এ ঘটনায় সংশ্লিষ্ট থানায় একটি মামলা দায়ের করা হয়েছে এবং তদন্ত চলছে বলে পুলিশ জানিয়েছে। কোম্পানিটি চলতি হিসাব বছরের দ্বিতীয় প্রান্তিকে শেয়ারপ্রতি আয় করেছে ১ টাকা ৩২ পয়সা। শিক্ষার্থী, অভিভাবক ও শিক্ষকদের উপস্থিতিতে ক্যাম্পাসে উৎসবমুখর পরিবেশ বিরাজ করছে। সভায় উপস্থিত ছিলেন সংগঠনের সভাপতি, সাধারণ সম্পাদকসহ বিভিন্ন পর্যায়ের নেতারা। গতকাল মঙ্গলবার রাজধানীর বিভিন্ন এলাকায় এ বিষয়ে আলোচনা অনুষ্ঠিত হয়েছে বলে সংশ্লিষ্ট সূত্রে জানা গেছে। xyxy=(681,491,837,690)
body-text: বিশেষজ্ঞরা মনে করেন, এ উদ্যোগ বাস্তবায়িত হলে দেশের অর্থনীতিতে ইতিবাচক প্রভাব পড়বে। এ ঘটনায় সংশ্লিষ্ট থানায় একটি মামলা দায়ের করা হয়েছে এবং তদন্ত চলছে বলে পুলিশ জানিয়েছে। কোম্পানিটি চলতি হিসাব বছরের দ্বিতীয় প্রান্তিকে শেয়ারপ্রতি আয় করেছে ১ টাকা ৩২ পয়সা। শিক্ষার্থী, অভিভাবক ও শিক্ষকদের উপস্থিতিতে ক্যাম্পাসে উৎসবমুখর পরিবেশ বিরাজ করছে। সভায় উপস্থিত ছিলেন সংগঠনের সভাপতি, সাধারণ সম্পাদকসহ বিভিন্ন পর্যায়ের নেতারা। গতকাল মঙ্গলবার রাজধানীর বিভিন্ন এলাকায় এ বিষয়ে আলোচনা অনুষ্ঠিত হয়েছে বলে সংশ্লিষ্ট সূত্রে জানা গেছে। তিনি বলেন, পরিস্থিতি স্বাভাবিক রাখতে সংশ্লিষ্ট কর্তৃপক্ষ প্রয়োজনীয় ব্যবস্থা গ্রহণ করেছে এবং তদারকি অব্যাহত রয়েছে। সংশ্লিষ্ট কর্মকর্তারা জানান, আগামী কয়েক দিনের মধ্যে এ বিষয়ে চূড়ান্ত সিদ্ধান্ত নেওয়া হবে। এ বিষয়ে প্রধান উপদেষ্টার কার্যালয় থেকে প্রয়োজনীয় নির্দেশনা দেওয়া হয়েছে বলে জানা গেছে। xyxy=(681,251,837,450)
body-text: গত ২০২৪ সালের জুন মাসে অনুষ্ঠিত সভায় এ সংক্রান্ত প্রস্তাব অনুমোদন করা হয়। স্থানীয় প্রশাসন ও আইনশৃঙ্খলা রক্ষাকারী বাহিনীর সদস্যরা ঘটনাস্থলে উপস্থিত থেকে পরিস্থিতি নিয়ন্ত্রণে রাখেন। বিশেষজ্ঞরা মনে করেন, এ উদ্যোগ বাস্তবায়িত হলে দেশের অর্থনীতিতে ইতিবাচক প্রভাব পড়বে। এ ঘটনায় সংশ্লিষ্ট থানায় একটি মামলা দায়ের করা হয়েছে এবং তদন্ত চলছে বলে পুলিশ জানিয়েছে। কোম্পানিটি চলতি হিসাব বছরের দ্বিতীয় প্রান্তিকে শেয়ারপ্রতি আয় করেছে ১ টাকা ৩২ পয়সা। শিক্ষার্থী, অভিভাবক ও শিক্ষকদের উপস্থিতিতে ক্যাম্পাসে উৎসবমুখর পরিবেশ বিরাজ করছে। সভায় উপস্থিত ছিলেন সংগঠনের সভাপতি, সাধারণ সম্পাদকসহ বিভিন্ন পর্যায়ের নেতারা। গতকাল মঙ্গলবার রাজধানীর বিভিন্ন এলাকায় এ বিষয়ে আলোচনা অনুষ্ঠিত হয়েছে বলে সংশ্লিষ্ট সূত্রে জানা গেছে। তিনি বলেন, পরিস্থিতি স্বাভাবিক রাখতে সংশ্লিষ্ট কর্তৃপক্ষ প্রয়োজনীয় ব্যবস্থা গ্রহণ করেছে এবং তদারকি অব্যাহত রয়েছে। সংশ্লিষ্ট কর্মকর্তারা জানান, আগামী কয়েক দিনের মধ্যে এ বিষয়ে চূড়ান্ত সিদ্ধান্ত নেওয়া হবে। এ বিষয়ে প্রধান উপদেষ্টার কার্যালয় থেকে প্রয়োজনীয় নির্দেশনা দেওয়া হয়েছে বলে জানা গেছে। ডিএসই সূত্রে জানা গেছে, কোম্পানিটির শেয়ারদর আগের দিনের তুলনায় ১০ দশমিক ২৫ শতাংশ বেড়েছে। গত ২০২৪ সালের জুন মাসে অনুষ্ঠিত সভায় এ সংক্রান্ত প্রস্তাব অনুমোদন করা হয়। স্থানীয় প্রশাসন ও আইনশৃঙ্খলা রক্ষাকারী বাহিনীর সদস্যরা ঘটনাস্থলে উপস্থিত থেকে পরিস্থিতি নিয়ন্ত্রণে রাখেন। বিশেষজ্ঞরা মনে করেন, এ উদ্যোগ বাস্তবায়িত হলে দেশের অর্থনীতিতে ইতিবাচক প্রভাব পড়বে। এ ঘটনায় সংশ্লিষ্ট থানায় একটি মামলা দায়ের করা হয়েছে এবং তদন্ত চলছে বলে পুলিশ জানিয়েছে। কোম্পানিটি চলতি হিসাব বছরের দ্বিতীয় প্রান্তিকে শেয়ারপ্রতি আয় করেছে ১ টাকা ৩২ পয়সা। xyxy=(1025,126,1181,495)
body-text: গতকাল মঙ্গলবার রাজধানীর বিভিন্ন এলাকায় এ বিষয়ে আলোচনা অনুষ্ঠিত হয়েছে বলে সংশ্লিষ্ট সূত্রে জানা গেছে। তিনি বলেন, পরিস্থিতি স্বাভাবিক রাখতে সংশ্লিষ্ট কর্তৃপক্ষ প্রয়োজনীয় ব্যবস্থা গ্রহণ করেছে এবং তদারকি অব্যাহত রয়েছে। সংশ্লিষ্ট কর্মকর্তারা জানান, আগামী কয়েক দিনের মধ্যে এ বিষয়ে চূড়ান্ত সিদ্ধান্ত নেওয়া হবে। এ বিষয়ে প্রধান উপদেষ্টার কার্যালয় থেকে প্রয়োজনীয় নির্দেশনা দেওয়া হয়েছে বলে জানা গেছে। ডিএসই সূত্রে জানা গেছে, কোম্পানিটির শেয়ারদর আগের দিনের তুলনায় ১০ দশমিক ২৫ শতাংশ বেড়েছে। গত ২০২৪ সালের জুন মাসে অনুষ্ঠিত সভায় এ সংক্রান্ত প্রস্তাব অনুমোদন করা হয়। স্থানীয় প্রশাসন ও আইনশৃঙ্খলা রক্ষাকারী বাহিনীর সদস্যরা ঘটনাস্থলে উপস্থিত থেকে পরিস্থিতি নিয়ন্ত্রণে রাখেন। বিশেষজ্ঞরা মনে করেন, এ উদ্যোগ বাস্তবায়িত হলে দেশের অর্থনীতিতে ইতিবাচক প্রভাব পড়বে। এ ঘটনায় সংশ্লিষ্ট থানায় একটি মামলা দায়ের করা হয়েছে এবং তদন্ত চলছে বলে পুলিশ জানিয়েছে। কোম্পানিটি চলতি হিসাব বছরের দ্বিতীয় প্রান্তিকে শেয়ারপ্রতি আয় করেছে ১ টাকা ৩২ পয়সা। শিক্ষার্থী, অভিভাবক ও শিক্ষকদের উপস্থিতিতে ক্যাম্পাসে উৎসবমুখর পরিবেশ বিরাজ করছে। সভায় উপস্থিত ছিলেন সংগঠনের সভাপতি, সাধারণ সম্পাদকসহ বিভিন্ন পর্যায়ের নেতারা। গতকাল মঙ্গলবার রাজধানীর বিভিন্ন এলাকায় এ বিষয়ে আলোচনা অনুষ্ঠিত হয়েছে বলে সংশ্লিষ্ট সূত্রে জানা গেছে। xyxy=(12,126,167,415)
day-label: বুধবার xyxy=(1157,18,1188,32)
date-block xyxy=(1069,17,1188,55)
section-title: খবরের শেষাংশ xyxy=(816,27,953,54)
continued-from-label: শেষ পৃষ্ঠার পর xyxy=(68,1175,111,1184)
continued-from-label: তৃতীয় পৃষ্ঠার পর xyxy=(65,620,114,629)
page-number: ৭ xyxy=(1006,23,1025,56)
body-text: এ ঘটনায় সংশ্লিষ্ট থানায় একটি মামলা দায়ের করা হয়েছে এবং তদন্ত চলছে বলে পুলিশ জানিয়েছে। কোম্পানিটি চলতি হিসাব বছরের দ্বিতীয় প্রান্তিকে শেয়ারপ্রতি আয় করেছে ১ টাকা ৩২ পয়সা। শিক্ষার্থী, অভিভাবক ও শিক্ষকদের উপস্থিতিতে ক্যাম্পাসে উৎসবমুখর পরিবেশ বিরাজ করছে। xyxy=(355,71,665,110)
continued-from-label: শেষ পৃষ্ঠার পর xyxy=(488,773,532,782)
masthead-title: দেশ প্রতিক্ষণ xyxy=(40,28,127,48)
continued-from-label: শেষ পৃষ্ঠার পর xyxy=(738,475,781,484)
column-3-4 xyxy=(346,71,672,1827)
article-headline: নিউলাইন ক্লোথিংসের xyxy=(705,1178,814,1193)
masthead xyxy=(12,10,227,55)
continued-from-label: শেষ পৃষ্ঠার পর xyxy=(1081,1085,1124,1094)
body-text: তিনি বলেন, পরিস্থিতি স্বাভাবিক রাখতে সংশ্লিষ্ট কর্তৃপক্ষ প্রয়োজনীয় ব্যবস্থা গ্রহণ করেছে এবং তদারকি অব্যাহত রয়েছে। সংশ্লিষ্ট কর্মকর্তারা জানান, আগামী কয়েক দিনের মধ্যে এ বিষয়ে চূড়ান্ত সিদ্ধান্ত নেওয়া হবে। এ বিষয়ে প্রধান উপদেষ্টার কার্যালয় থেকে প্রয়োজনীয় নির্দেশনা দেওয়া হয়েছে বলে জানা গেছে। ডিএসই সূত্রে জানা গেছে, কোম্পানিটির শেয়ারদর আগের দিনের তুলনায় ১০ দশমিক ২৫ শতাংশ বেড়েছে। গত ২০২৪ সালের জুন মাসে অনুষ্ঠিত সভায় এ সংক্রান্ত প্রস্তাব অনুমোদন করা হয়। স্থানীয় প্রশাসন ও আইনশৃঙ্খলা রক্ষাকারী বাহিনীর সদস্যরা ঘটনাস্থলে উপস্থিত থেকে পরিস্থিতি নিয়ন্ত্রণে রাখেন। বিশেষজ্ঞরা মনে করেন, এ উদ্যোগ বাস্তবায়িত হলে দেশের অর্থনীতিতে ইতিবাচক প্রভাব পড়বে। এ ঘটনায় সংশ্লিষ্ট থানায় একটি মামলা দায়ের করা হয়েছে এবং তদন্ত চলছে বলে পুলিশ জানিয়েছে। কোম্পানিটি চলতি হিসাব বছরের দ্বিতীয় প্রান্তিকে শেয়ারপ্রতি আয় করেছে ১ টাকা ৩২ পয়সা। xyxy=(681,731,837,930)
article-headline: সিলভা ফার্মার ৫ বছরের আর্থিক সক্ষমতা xyxy=(1043,503,1163,533)
continued-from-label: শেষ পৃষ্ঠার পর xyxy=(738,715,781,724)
page-header xyxy=(12,10,1188,55)
article-headline: বিএসইজেড পরিদর্শনে xyxy=(206,1008,317,1023)
body-text: এ ঘটনায় সংশ্লিষ্ট থানায় একটি মামলা দায়ের করা হয়েছে এবং তদন্ত চলছে বলে পুলিশ জানিয়েছে। কোম্পানিটি চলতি হিসাব বছরের দ্বিতীয় প্রান্তিকে শেয়ারপ্রতি আয় করেছে ১ টাকা ৩২ পয়সা। শিক্ষার্থী, অভিভাবক ও শিক্ষকদের উপস্থিতিতে ক্যাম্পাসে উৎসবমুখর পরিবেশ বিরাজ করছে। সভায় উপস্থিত ছিলেন সংগঠনের সভাপতি, সাধারণ সম্পাদকসহ বিভিন্ন পর্যায়ের নেতারা। গতকাল মঙ্গলবার রাজধানীর বিভিন্ন এলাকায় এ বিষয়ে আলোচনা অনুষ্ঠিত হয়েছে বলে সংশ্লিষ্ট সূত্রে জানা গেছে। তিনি বলেন, পরিস্থিতি স্বাভাবিক রাখতে সংশ্লিষ্ট কর্তৃপক্ষ প্রয়োজনীয় ব্যবস্থা গ্রহণ করেছে এবং তদারকি অব্যাহত রয়েছে। সংশ্লিষ্ট কর্মকর্তারা জানান, আগামী কয়েক দিনের মধ্যে এ বিষয়ে চূড়ান্ত সিদ্ধান্ত নেওয়া হবে। এ বিষয়ে প্রধান উপদেষ্টার কার্যালয় থেকে প্রয়োজনীয় নির্দেশনা দেওয়া হয়েছে বলে জানা গেছে। ডিএসই সূত্রে জানা গেছে, কোম্পানিটির শেয়ারদর আগের দিনের তুলনায় ১০ দশমিক ২৫ শতাংশ বেড়েছে। গত ২০২৪ সালের জুন মাসে অনুষ্ঠিত সভায় এ সংক্রান্ত প্রস্তাব অনুমোদন করা হয়। স্থানীয় প্রশাসন ও আইনশৃঙ্খলা রক্ষাকারী বাহিনীর সদস্যরা ঘটনাস্থলে উপস্থিত থেকে পরিস্থিতি নিয়ন্ত্রণে রাখেন। বিশেষজ্ঞরা মনে করেন, এ উদ্যোগ বাস্তবায়িত হলে দেশের অর্থনীতিতে ইতিবাচক প্রভাব পড়বে। এ ঘটনায় সংশ্লিষ্ট থানায় একটি মামলা দায়ের করা হয়েছে এবং তদন্ত চলছে বলে পুলিশ জানিয়েছে। কোম্পানিটি চলতি হিসাব বছরের দ্বিতীয় প্রান্তিকে শেয়ারপ্রতি আয় করেছে ১ টাকা ৩২ পয়সা। শিক্ষার্থী, অভিভাবক ও শিক্ষকদের উপস্থিতিতে ক্যাম্পাসে উৎসবমুখর পরিবেশ বিরাজ করছে। সভায় উপস্থিত ছিলেন সংগঠনের সভাপতি, সাধারণ সম্পাদকসহ বিভিন্ন পর্যায়ের নেতারা। গতকাল মঙ্গলবার রাজধানীর বিভিন্ন এলাকায় এ বিষয়ে আলোচনা অনুষ্ঠিত হয়েছে বলে সংশ্লিষ্ট সূত্রে জানা গেছে। তিনি বলেন, পরিস্থিতি স্বাভাবিক রাখতে সংশ্লিষ্ট কর্তৃপক্ষ প্রয়োজনীয় ব্যবস্থা গ্রহণ করেছে এবং তদারকি অব্যাহত রয়েছে। সংশ্লিষ্ট কর্মকর্তারা জানান, আগামী কয়েক দিনের মধ্যে এ বিষয়ে চূড়ান্ত সিদ্ধান্ত নেওয়া হবে। এ বিষয়ে প্রধান উপদেষ্টার কার্যালয় থেকে প্রয়োজনীয় নির্দেশনা দেওয়া হয়েছে বলে জানা গেছে। xyxy=(1025,1101,1181,1540)
body-text: কোম্পানিটি চলতি হিসাব বছরের দ্বিতীয় প্রান্তিকে শেয়ারপ্রতি আয় করেছে ১ টাকা ৩২ পয়সা। শিক্ষার্থী, অভিভাবক ও শিক্ষকদের উপস্থিতিতে ক্যাম্পাসে উৎসবমুখর পরিবেশ বিরাজ করছে। সভায় উপস্থিত ছিলেন সংগঠনের সভাপতি, সাধারণ সম্পাদকসহ বিভিন্ন পর্যায়ের নেতারা। গতকাল মঙ্গলবার রাজধানীর বিভিন্ন এলাকায় এ বিষয়ে আলোচনা অনুষ্ঠিত হয়েছে বলে সংশ্লিষ্ট সূত্রে জানা গেছে। তিনি বলেন, পরিস্থিতি স্বাভাবিক রাখতে সংশ্লিষ্ট কর্তৃপক্ষ প্রয়োজনীয় ব্যবস্থা গ্রহণ করেছে এবং তদারকি অব্যাহত রয়েছে। সংশ্লিষ্ট কর্মকর্তারা জানান, আগামী কয়েক দিনের মধ্যে এ বিষয়ে চূড়ান্ত সিদ্ধান্ত নেওয়া হবে। এ বিষয়ে প্রধান উপদেষ্টার কার্যালয় থেকে প্রয়োজনীয় নির্দেশনা দেওয়া হয়েছে বলে জানা গেছে। ডিএসই সূত্রে জানা গেছে, কোম্পানিটির শেয়ারদর আগের দিনের তুলনায় ১০ দশমিক ২৫ শতাংশ বেড়েছে। গত ২০২৪ সালের জুন মাসে অনুষ্ঠিত সভায় এ সংক্রান্ত প্রস্তাব অনুমোদন করা হয়। স্থানীয় প্রশাসন ও আইনশৃঙ্খলা রক্ষাকারী বাহিনীর সদস্যরা ঘটনাস্থলে উপস্থিত থেকে পরিস্থিতি নিয়ন্ত্রণে রাখেন। বিশেষজ্ঞরা মনে করেন, এ উদ্যোগ বাস্তবায়িত হলে দেশের অর্থনীতিতে ইতিবাচক প্রভাব পড়বে। এ ঘটনায় সংশ্লিষ্ট থানায় একটি মামলা দায়ের করা হয়েছে এবং তদন্ত চলছে বলে পুলিশ জানিয়েছে। কোম্পানিটি চলতি হিসাব বছরের দ্বিতীয় প্রান্তিকে শেয়ারপ্রতি আয় করেছে ১ টাকা ৩২ পয়সা। শিক্ষার্থী, অভিভাবক ও শিক্ষকদের উপস্থিতিতে ক্যাম্পাসে উৎসবমুখর পরিবেশ বিরাজ করছে। সভায় উপস্থিত ছিলেন সংগঠনের সভাপতি, সাধারণ সম্পাদকসহ বিভিন্ন পর্যায়ের নেতারা। গতকাল মঙ্গলবার রাজধানীর বিভিন্ন এলাকায় এ বিষয়ে আলোচনা অনুষ্ঠিত হয়েছে বলে সংশ্লিষ্ট সূত্রে জানা গেছে। তিনি বলেন, পরিস্থিতি স্বাভাবিক রাখতে সংশ্লিষ্ট কর্তৃপক্ষ প্রয়োজনীয় ব্যবস্থা গ্রহণ করেছে এবং তদারকি অব্যাহত রয়েছে। xyxy=(853,829,1009,1208)
column-1 xyxy=(12,71,175,1827)
body-text: সভায় উপস্থিত ছিলেন সংগঠনের সভাপতি, সাধারণ সম্পাদকসহ বিভিন্ন পর্যায়ের নেতারা। গতকাল মঙ্গলবার রাজধানীর বিভিন্ন এলাকায় এ বিষয়ে আলোচনা অনুষ্ঠিত হয়েছে বলে সংশ্লিষ্ট সূত্রে জানা গেছে। তিনি বলেন, পরিস্থিতি স্বাভাবিক রাখতে সংশ্লিষ্ট কর্তৃপক্ষ প্রয়োজনীয় ব্যবস্থা গ্রহণ করেছে এবং তদারকি অব্যাহত রয়েছে। সংশ্লিষ্ট কর্মকর্তারা জানান, আগামী কয়েক দিনের মধ্যে এ বিষয়ে চূড়ান্ত সিদ্ধান্ত নেওয়া হবে। এ বিষয়ে প্রধান উপদেষ্টার কার্যালয় থেকে প্রয়োজনীয় নির্দেশনা দেওয়া হয়েছে বলে জানা গেছে। ডিএসই সূত্রে জানা গেছে, কোম্পানিটির শেয়ারদর আগের দিনের তুলনায় ১০ দশমিক ২৫ শতাংশ বেড়েছে। গত ২০২৪ সালের জুন মাসে অনুষ্ঠিত সভায় এ সংক্রান্ত প্রস্তাব অনুমোদন করা হয়। স্থানীয় প্রশাসন ও আইনশৃঙ্খলা রক্ষাকারী বাহিনীর সদস্যরা ঘটনাস্থলে উপস্থিত থেকে পরিস্থিতি নিয়ন্ত্রণে রাখেন। বিশেষজ্ঞরা মনে করেন, এ উদ্যোগ বাস্তবায়িত হলে দেশের অর্থনীতিতে ইতিবাচক প্রভাব পড়বে। এ ঘটনায় সংশ্লিষ্ট থানায় একটি মামলা দায়ের করা হয়েছে এবং তদন্ত চলছে বলে পুলিশ জানিয়েছে। কোম্পানিটি চলতি হিসাব বছরের দ্বিতীয় প্রান্তিকে শেয়ারপ্রতি আয় করেছে ১ টাকা ৩২ পয়সা। শিক্ষার্থী, অভিভাবক ও শিক্ষকদের উপস্থিতিতে ক্যাম্পাসে উৎসবমুখর পরিবেশ বিরাজ করছে। সভায় উপস্থিত ছিলেন সংগঠনের সভাপতি, সাধারণ সম্পাদকসহ বিভিন্ন পর্যায়ের নেতারা। গতকাল মঙ্গলবার রাজধানীর বিভিন্ন এলাকায় এ বিষয়ে আলোচনা অনুষ্ঠিত হয়েছে বলে সংশ্লিষ্ট সূত্রে জানা গেছে। তিনি বলেন, পরিস্থিতি স্বাভাবিক রাখতে সংশ্লিষ্ট কর্তৃপক্ষ প্রয়োজনীয় ব্যবস্থা গ্রহণ করেছে এবং তদারকি অব্যাহত রয়েছে। সংশ্লিষ্ট কর্মকর্তারা জানান, আগামী কয়েক দিনের মধ্যে এ বিষয়ে চূড়ান্ত সিদ্ধান্ত নেওয়া হবে। এ বিষয়ে প্রধান উপদেষ্টার কার্যালয় থেকে প্রয়োজনীয় নির্দেশনা দেওয়া হয়েছে বলে জানা গেছে। ডিএসই সূত্রে জানা গেছে, কোম্পানিটির শেয়ারদর আগের দিনের তুলনায় ১০ দশমিক ২৫ শতাংশ বেড়েছে। গত ২০২৪ সালের জুন মাসে অনুষ্ঠিত সভায় এ সংক্রান্ত প্রস্তাব অনুমোদন করা হয়। স্থানীয় প্রশাসন ও আইনশৃঙ্খলা রক্ষাকারী বাহিনীর সদস্যরা ঘটনাস্থলে উপস্থিত থেকে পরিস্থিতি নিয়ন্ত্রণে রাখেন। বিশেষজ্ঞরা মনে করেন, এ উদ্যোগ বাস্তবায়িত হলে দেশের অর্থনীতিতে ইতিবাচক প্রভাব পড়বে। এ ঘটনায় সংশ্লিষ্ট থানায় একটি মামলা দায়ের করা হয়েছে এবং তদন্ত চলছে বলে পুলিশ জানিয়েছে। কোম্পানিটি চলতি হিসাব বছরের দ্বিতীয় প্রান্তিকে শেয়ারপ্রতি আয় করেছে ১ টাকা ৩২ পয়সা। xyxy=(355,157,665,426)
article-headline: সোনালী পেপারের xyxy=(714,698,805,713)
column-2 xyxy=(175,71,347,1827)
header-rule xyxy=(12,60,1188,65)
columns-area xyxy=(12,71,1188,1827)
article-headline: ডিএসইর ব্লক মার্কেটে xyxy=(706,938,812,953)
article-headline: গাজায় ইসরায়েলি গণহত্যার প্রতিবাদে xyxy=(19,588,159,618)
sun-icon xyxy=(23,33,34,44)
continued-from-label: শেষ পৃষ্ঠার পর xyxy=(68,110,111,119)
article-headline: বাংলা নববর্ষ ও হামলা লুটপাটের ঘটনা xyxy=(34,1308,145,1338)
article-headline: বিকন গ্রুপের হাত xyxy=(217,178,305,193)
column-7 xyxy=(1016,71,1188,1827)
body-text: তিনি বলেন, পরিস্থিতি স্বাভাবিক রাখতে সংশ্লিষ্ট কর্তৃপক্ষ প্রয়োজনীয় ব্যবস্থা গ্রহণ করেছে এবং তদারকি অব্যাহত রয়েছে। সংশ্লিষ্ট কর্মকর্তারা জানান, আগামী কয়েক দিনের মধ্যে এ বিষয়ে চূড়ান্ত সিদ্ধান্ত নেওয়া হবে। এ বিষয়ে প্রধান উপদেষ্টার কার্যালয় থেকে প্রয়োজনীয় নির্দেশনা দেওয়া হয়েছে বলে জানা গেছে। ডিএসই সূত্রে জানা গেছে, কোম্পানিটির শেয়ারদর আগের দিনের তুলনায় ১০ দশমিক ২৫ শতাংশ বেড়েছে। গত ২০২৪ সালের জুন মাসে অনুষ্ঠিত সভায় এ সংক্রান্ত প্রস্তাব অনুমোদন করা হয়। xyxy=(12,471,167,580)
article-headline: ফরিদপুরে যাত্রীবাহী xyxy=(711,458,807,473)
column-6 xyxy=(845,71,1017,1827)
body-text: শিক্ষার্থী, অভিভাবক ও শিক্ষকদের উপস্থিতিতে ক্যাম্পাসে উৎসবমুখর পরিবেশ বিরাজ করছে। সভায় উপস্থিত ছিলেন সংগঠনের সভাপতি, সাধারণ সম্পাদকসহ বিভিন্ন পর্যায়ের নেতারা। গতকাল মঙ্গলবার রাজধানীর বিভিন্ন এলাকায় এ বিষয়ে আলোচনা অনুষ্ঠিত হয়েছে বলে সংশ্লিষ্ট সূত্রে জানা গেছে। তিনি বলেন, পরিস্থিতি স্বাভাবিক রাখতে সংশ্লিষ্ট কর্তৃপক্ষ প্রয়োজনীয় ব্যবস্থা গ্রহণ করেছে এবং তদারকি অব্যাহত রয়েছে। সংশ্লিষ্ট কর্মকর্তারা জানান, আগামী কয়েক দিনের মধ্যে এ বিষয়ে চূড়ান্ত সিদ্ধান্ত নেওয়া হবে। এ বিষয়ে প্রধান উপদেষ্টার কার্যালয় থেকে প্রয়োজনীয় নির্দেশনা দেওয়া হয়েছে বলে জানা গেছে। ডিএসই সূত্রে জানা গেছে, কোম্পানিটির শেয়ারদর আগের দিনের তুলনায় ১০ দশমিক ২৫ শতাংশ বেড়েছে। গত ২০২৪ সালের জুন মাসে অনুষ্ঠিত সভায় এ সংক্রান্ত প্রস্তাব অনুমোদন করা হয়। স্থানীয় প্রশাসন ও আইনশৃঙ্খলা রক্ষাকারী বাহিনীর সদস্যরা ঘটনাস্থলে উপস্থিত থেকে পরিস্থিতি নিয়ন্ত্রণে রাখেন। বিশেষজ্ঞরা মনে করেন, এ উদ্যোগ বাস্তবায়িত হলে দেশের অর্থনীতিতে ইতিবাচক প্রভাব পড়বে। এ ঘটনায় সংশ্লিষ্ট থানায় একটি মামলা দায়ের করা হয়েছে এবং তদন্ত চলছে বলে পুলিশ জানিয়েছে। কোম্পানিটি চলতি হিসাব বছরের দ্বিতীয় প্রান্তিকে শেয়ারপ্রতি আয় করেছে ১ টাকা ৩২ পয়সা। xyxy=(12,1356,167,1615)
body-text: শিক্ষার্থী, অভিভাবক ও শিক্ষকদের উপস্থিতিতে ক্যাম্পাসে উৎসবমুখর পরিবেশ বিরাজ করছে। সভায় উপস্থিত ছিলেন সংগঠনের সভাপতি, সাধারণ সম্পাদকসহ বিভিন্ন পর্যায়ের নেতারা। গতকাল মঙ্গলবার রাজধানীর বিভিন্ন এলাকায় এ বিষয়ে আলোচনা অনুষ্ঠিত হয়েছে বলে সংশ্লিষ্ট সূত্রে জানা গেছে। তিনি বলেন, পরিস্থিতি স্বাভাবিক রাখতে সংশ্লিষ্ট কর্তৃপক্ষ প্রয়োজনীয় ব্যবস্থা গ্রহণ করেছে এবং তদারকি অব্যাহত রয়েছে। সংশ্লিষ্ট কর্মকর্তারা জানান, আগামী কয়েক দিনের মধ্যে এ বিষয়ে চূড়ান্ত সিদ্ধান্ত নেওয়া হবে। এ বিষয়ে প্রধান উপদেষ্টার কার্যালয় থেকে প্রয়োজনীয় নির্দেশনা দেওয়া হয়েছে বলে জানা গেছে। ডিএসই সূত্রে জানা গেছে, কোম্পানিটির শেয়ারদর আগের দিনের তুলনায় ১০ দশমিক ২৫ শতাংশ বেড়েছে। গত ২০২৪ সালের জুন মাসে অনুষ্ঠিত সভায় এ সংক্রান্ত প্রস্তাব অনুমোদন করা হয়। স্থানীয় প্রশাসন ও আইনশৃঙ্খলা রক্ষাকারী বাহিনীর সদস্যরা ঘটনাস্থলে উপস্থিত থেকে পরিস্থিতি নিয়ন্ত্রণে রাখেন। বিশেষজ্ঞরা মনে করেন, এ উদ্যোগ বাস্তবায়িত হলে দেশের অর্থনীতিতে ইতিবাচক প্রভাব পড়বে। এ ঘটনায় সংশ্লিষ্ট থানায় একটি মামলা দায়ের করা হয়েছে এবং তদন্ত চলছে বলে পুলিশ জানিয়েছে। কোম্পানিটি চলতি হিসাব বছরের দ্বিতীয় প্রান্তিকে শেয়ারপ্রতি আয় করেছে ১ টাকা ৩২ পয়সা। শিক্ষার্থী, অভিভাবক ও শিক্ষকদের উপস্থিতিতে ক্যাম্পাসে উৎসবমুখর পরিবেশ বিরাজ করছে। সভায় উপস্থিত ছিলেন সংগঠনের সভাপতি, সাধারণ সম্পাদকসহ বিভিন্ন পর্যায়ের নেতারা। গতকাল মঙ্গলবার রাজধানীর বিভিন্ন এলাকায় এ বিষয়ে আলোচনা অনুষ্ঠিত হয়েছে বলে সংশ্লিষ্ট সূত্রে জানা গেছে। তিনি বলেন, পরিস্থিতি স্বাভাবিক রাখতে সংশ্লিষ্ট কর্তৃপক্ষ প্রয়োজনীয় ব্যবস্থা গ্রহণ করেছে এবং তদারকি অব্যাহত রয়েছে। সংশ্লিষ্ট কর্মকর্তারা জানান, আগামী কয়েক দিনের মধ্যে এ বিষয়ে চূড়ান্ত সিদ্ধান্ত নেওয়া হবে। এ বিষয়ে প্রধান উপদেষ্টার কার্যালয় থেকে প্রয়োজনীয় নির্দেশনা দেওয়া হয়েছে বলে জানা গেছে। ডিএসই সূত্রে জানা গেছে, কোম্পানিটির শেয়ারদর আগের দিনের তুলনায় ১০ দশমিক ২৫ শতাংশ বেড়েছে। গত ২০২৪ সালের জুন মাসে অনুষ্ঠিত সভায় এ সংক্রান্ত প্রস্তাব অনুমোদন করা হয়। স্থানীয় প্রশাসন ও আইনশৃঙ্খলা রক্ষাকারী বাহিনীর সদস্যরা ঘটনাস্থলে উপস্থিত থেকে পরিস্থিতি নিয়ন্ত্রণে রাখেন। বিশেষজ্ঞরা মনে করেন, এ উদ্যোগ বাস্তবায়িত হলে দেশের অর্থনীতিতে ইতিবাচক প্রভাব পড়বে। xyxy=(1025,551,1181,1030)
continued-from-label: তৃতীয় পৃষ্ঠার পর xyxy=(236,1025,286,1034)
body-text: শিক্ষার্থী, অভিভাবক ও শিক্ষকদের উপস্থিতিতে ক্যাম্পাসে উৎসবমুখর পরিবেশ বিরাজ করছে। সভায় উপস্থিত ছিলেন সংগঠনের সভাপতি, সাধারণ সম্পাদকসহ বিভিন্ন পর্যায়ের নেতারা। গতকাল মঙ্গলবার রাজধানীর বিভিন্ন এলাকায় এ বিষয়ে আলোচনা অনুষ্ঠিত হয়েছে বলে সংশ্লিষ্ট সূত্রে জানা গেছে। তিনি বলেন, পরিস্থিতি স্বাভাবিক রাখতে সংশ্লিষ্ট কর্তৃপক্ষ প্রয়োজনীয় ব্যবস্থা গ্রহণ করেছে এবং তদারকি অব্যাহত রয়েছে। xyxy=(183,71,339,170)
body-text: ডিএসই সূত্রে জানা গেছে, কোম্পানিটির শেয়ারদর আগের দিনের তুলনায় ১০ দশমিক ২৫ শতাংশ বেড়েছে। গত ২০২৪ সালের জুন মাসে অনুষ্ঠিত সভায় এ সংক্রান্ত প্রস্তাব অনুমোদন করা হয়। স্থানীয় প্রশাসন ও আইনশৃঙ্খলা রক্ষাকারী বাহিনীর সদস্যরা ঘটনাস্থলে উপস্থিত থেকে পরিস্থিতি নিয়ন্ত্রণে রাখেন। বিশেষজ্ঞরা মনে করেন, এ উদ্যোগ বাস্তবায়িত হলে দেশের অর্থনীতিতে ইতিবাচক প্রভাব পড়বে। এ ঘটনায় সংশ্লিষ্ট থানায় একটি মামলা দায়ের করা হয়েছে এবং তদন্ত চলছে বলে পুলিশ জানিয়েছে। কোম্পানিটি চলতি হিসাব বছরের দ্বিতীয় প্রান্তিকে শেয়ারপ্রতি আয় করেছে ১ টাকা ৩২ পয়সা। শিক্ষার্থী, অভিভাবক ও শিক্ষকদের উপস্থিতিতে ক্যাম্পাসে উৎসবমুখর পরিবেশ বিরাজ করছে। সভায় উপস্থিত ছিলেন সংগঠনের সভাপতি, সাধারণ সম্পাদকসহ বিভিন্ন পর্যায়ের নেতারা। গতকাল মঙ্গলবার রাজধানীর বিভিন্ন এলাকায় এ বিষয়ে আলোচনা অনুষ্ঠিত হয়েছে বলে সংশ্লিষ্ট সূত্রে জানা গেছে। তিনি বলেন, পরিস্থিতি স্বাভাবিক রাখতে সংশ্লিষ্ট কর্তৃপক্ষ প্রয়োজনীয় ব্যবস্থা গ্রহণ করেছে এবং তদারকি অব্যাহত রয়েছে। সংশ্লিষ্ট কর্মকর্তারা জানান, আগামী কয়েক দিনের মধ্যে এ বিষয়ে চূড়ান্ত সিদ্ধান্ত নেওয়া হবে। এ বিষয়ে প্রধান উপদেষ্টার কার্যালয় থেকে প্রয়োজনীয় নির্দেশনা দেওয়া হয়েছে বলে জানা গেছে। ডিএসই সূত্রে জানা গেছে, কোম্পানিটির শেয়ারদর আগের দিনের তুলনায় ১০ দশমিক ২৫ শতাংশ বেড়েছে। গত ২০২৪ সালের জুন মাসে অনুষ্ঠিত সভায় এ সংক্রান্ত প্রস্তাব অনুমোদন করা হয়। স্থানীয় প্রশাসন ও আইনশৃঙ্খলা রক্ষাকারী বাহিনীর সদস্যরা ঘটনাস্থলে উপস্থিত থেকে পরিস্থিতি নিয়ন্ত্রণে রাখেন। বিশেষজ্ঞরা মনে করেন, এ উদ্যোগ বাস্তবায়িত হলে দেশের অর্থনীতিতে ইতিবাচক প্রভাব পড়বে। এ ঘটনায় সংশ্লিষ্ট থানায় একটি মামলা দায়ের করা হয়েছে এবং তদন্ত চলছে বলে পুলিশ জানিয়েছে। xyxy=(853,455,1009,824)
article-headline: ৪৪তম বিসিএসের xyxy=(714,218,804,233)
body-text: সভায় উপস্থিত ছিলেন সংগঠনের সভাপতি, সাধারণ সম্পাদকসহ বিভিন্ন পর্যায়ের নেতারা। গতকাল মঙ্গলবার রাজধানীর বিভিন্ন এলাকায় এ বিষয়ে আলোচনা অনুষ্ঠিত হয়েছে বলে সংশ্লিষ্ট সূত্রে জানা গেছে। তিনি বলেন, পরিস্থিতি স্বাভাবিক রাখতে সংশ্লিষ্ট কর্তৃপক্ষ প্রয়োজনীয় ব্যবস্থা গ্রহণ করেছে এবং তদারকি অব্যাহত রয়েছে। xyxy=(183,1041,339,1120)
masthead-tagline: সত্য প্রকাশে নির্ভীক জাতীয় দৈনিক xyxy=(14,11,110,19)
article-headline: জুলাই-আগস্টে সংঘটিত গণহত্যার xyxy=(29,423,150,453)
continued-from-label: শেষ পৃষ্ঠার পর xyxy=(738,235,781,244)
continued-from-label: তৃতীয় পৃষ্ঠার পর xyxy=(65,455,114,464)
continued-from-label: শেষ পৃষ্ঠার পর xyxy=(1081,110,1124,119)
continued-from-label: তৃতীয় পৃষ্ঠার পর xyxy=(236,605,286,614)
article-headline: বান্দরবানে ৯ শ্রমিককে অপহরণ xyxy=(34,1143,145,1173)
continued-from-label: তৃতীয় পৃষ্ঠার পর xyxy=(236,195,286,204)
article-headline: ডিএসইর দর xyxy=(230,888,292,903)
article-headline: প্রশাসনকে না জানিয়ে শ্রমিক ছাঁটাই xyxy=(1032,78,1173,108)
continued-from-label: শেষ পৃষ্ঠার পর xyxy=(488,457,532,466)
continued-from-label: শেষ পৃষ্ঠার পর xyxy=(488,141,532,150)
body-text: তিনি বলেন, পরিস্থিতি স্বাভাবিক রাখতে সংশ্লিষ্ট কর্তৃপক্ষ প্রয়োজনীয় ব্যবস্থা গ্রহণ করেছে এবং তদারকি অব্যাহত রয়েছে। সংশ্লিষ্ট কর্মকর্তারা জানান, আগামী কয়েক দিনের মধ্যে এ বিষয়ে চূড়ান্ত সিদ্ধান্ত নেওয়া হবে। এ বিষয়ে প্রধান উপদেষ্টার কার্যালয় থেকে প্রয়োজনীয় নির্দেশনা দেওয়া হয়েছে বলে জানা গেছে। ডিএসই সূত্রে জানা গেছে, কোম্পানিটির শেয়ারদর আগের দিনের তুলনায় ১০ দশমিক ২৫ শতাংশ বেড়েছে। গত ২০২৪ সালের জুন মাসে অনুষ্ঠিত সভায় এ সংক্রান্ত প্রস্তাব অনুমোদন করা হয়। স্থানীয় প্রশাসন ও আইনশৃঙ্খলা রক্ষাকারী বাহিনীর সদস্যরা ঘটনাস্থলে উপস্থিত থেকে পরিস্থিতি নিয়ন্ত্রণে রাখেন। xyxy=(681,71,837,210)
article-headline: দীর্ঘ ছুটি শেষে খুলেছে প্রাথমিক স্কুল, মাধ্যমিক আজ থেকে xyxy=(1031,1038,1174,1083)
body-text: শিক্ষার্থী, অভিভাবক ও শিক্ষকদের উপস্থিতিতে ক্যাম্পাসে উৎসবমুখর পরিবেশ বিরাজ করছে। সভায় উপস্থিত ছিলেন সংগঠনের সভাপতি, সাধারণ সম্পাদকসহ বিভিন্ন পর্যায়ের নেতারা। গতকাল মঙ্গলবার রাজধানীর বিভিন্ন এলাকায় এ বিষয়ে আলোচনা অনুষ্ঠিত হয়েছে বলে সংশ্লিষ্ট সূত্রে জানা গেছে। তিনি বলেন, পরিস্থিতি স্বাভাবিক রাখতে সংশ্লিষ্ট কর্তৃপক্ষ প্রয়োজনীয় ব্যবস্থা গ্রহণ করেছে এবং তদারকি অব্যাহত রয়েছে। সংশ্লিষ্ট কর্মকর্তারা জানান, আগামী কয়েক দিনের মধ্যে এ বিষয়ে চূড়ান্ত সিদ্ধান্ত নেওয়া হবে। এ বিষয়ে প্রধান উপদেষ্টার কার্যালয় থেকে প্রয়োজনীয় নির্দেশনা দেওয়া হয়েছে বলে জানা গেছে। ডিএসই সূত্রে জানা গেছে, কোম্পানিটির শেয়ারদর আগের দিনের তুলনায় ১০ দশমিক ২৫ শতাংশ বেড়েছে। গত ২০২৪ সালের জুন মাসে অনুষ্ঠিত সভায় এ সংক্রান্ত প্রস্তাব অনুমোদন করা হয়। স্থানীয় প্রশাসন ও আইনশৃঙ্খলা রক্ষাকারী বাহিনীর সদস্যরা ঘটনাস্থলে উপস্থিত থেকে পরিস্থিতি নিয়ন্ত্রণে রাখেন। বিশেষজ্ঞরা মনে করেন, এ উদ্যোগ বাস্তবায়িত হলে দেশের অর্থনীতিতে ইতিবাচক প্রভাব পড়বে। এ ঘটনায় সংশ্লিষ্ট থানায় একটি মামলা দায়ের করা হয়েছে এবং তদন্ত চলছে বলে পুলিশ জানিয়েছে। কোম্পানিটি চলতি হিসাব বছরের দ্বিতীয় প্রান্তিকে শেয়ারপ্রতি আয় করেছে ১ টাকা ৩২ পয়সা। শিক্ষার্থী, অভিভাবক ও শিক্ষকদের উপস্থিতিতে ক্যাম্পাসে উৎসবমুখর পরিবেশ বিরাজ করছে। সভায় উপস্থিত ছিলেন সংগঠনের সভাপতি, সাধারণ সম্পাদকসহ বিভিন্ন পর্যায়ের নেতারা। গতকাল মঙ্গলবার রাজধানীর বিভিন্ন এলাকায় এ বিষয়ে আলোচনা অনুষ্ঠিত হয়েছে বলে সংশ্লিষ্ট সূত্রে জানা গেছে। তিনি বলেন, পরিস্থিতি স্বাভাবিক রাখতে সংশ্লিষ্ট কর্তৃপক্ষ প্রয়োজনীয় ব্যবস্থা গ্রহণ করেছে এবং তদারকি অব্যাহত রয়েছে। সংশ্লিষ্ট কর্মকর্তারা জানান, আগামী কয়েক দিনের মধ্যে এ বিষয়ে চূড়ান্ত সিদ্ধান্ত নেওয়া হবে। এ বিষয়ে প্রধান উপদেষ্টার কার্যালয় থেকে প্রয়োজনীয় নির্দেশনা দেওয়া হয়েছে বলে জানা গেছে। ডিএসই সূত্রে জানা গেছে, কোম্পানিটির শেয়ারদর আগের দিনের তুলনায় ১০ দশমিক ২৫ শতাংশ বেড়েছে। গত ২০২৪ সালের জুন মাসে অনুষ্ঠিত সভায় এ সংক্রান্ত প্রস্তাব অনুমোদন করা হয়। স্থানীয় প্রশাসন ও আইনশৃঙ্খলা রক্ষাকারী বাহিনীর সদস্যরা ঘটনাস্থলে উপস্থিত থেকে পরিস্থিতি নিয়ন্ত্রণে রাখেন। বিশেষজ্ঞরা মনে করেন, এ উদ্যোগ বাস্তবায়িত হলে দেশের অর্থনীতিতে ইতিবাচক প্রভাব পড়বে। এ ঘটনায় সংশ্লিষ্ট থানায় একটি মামলা দায়ের করা হয়েছে এবং তদন্ত চলছে বলে পুলিশ জানিয়েছে। xyxy=(355,473,665,742)
